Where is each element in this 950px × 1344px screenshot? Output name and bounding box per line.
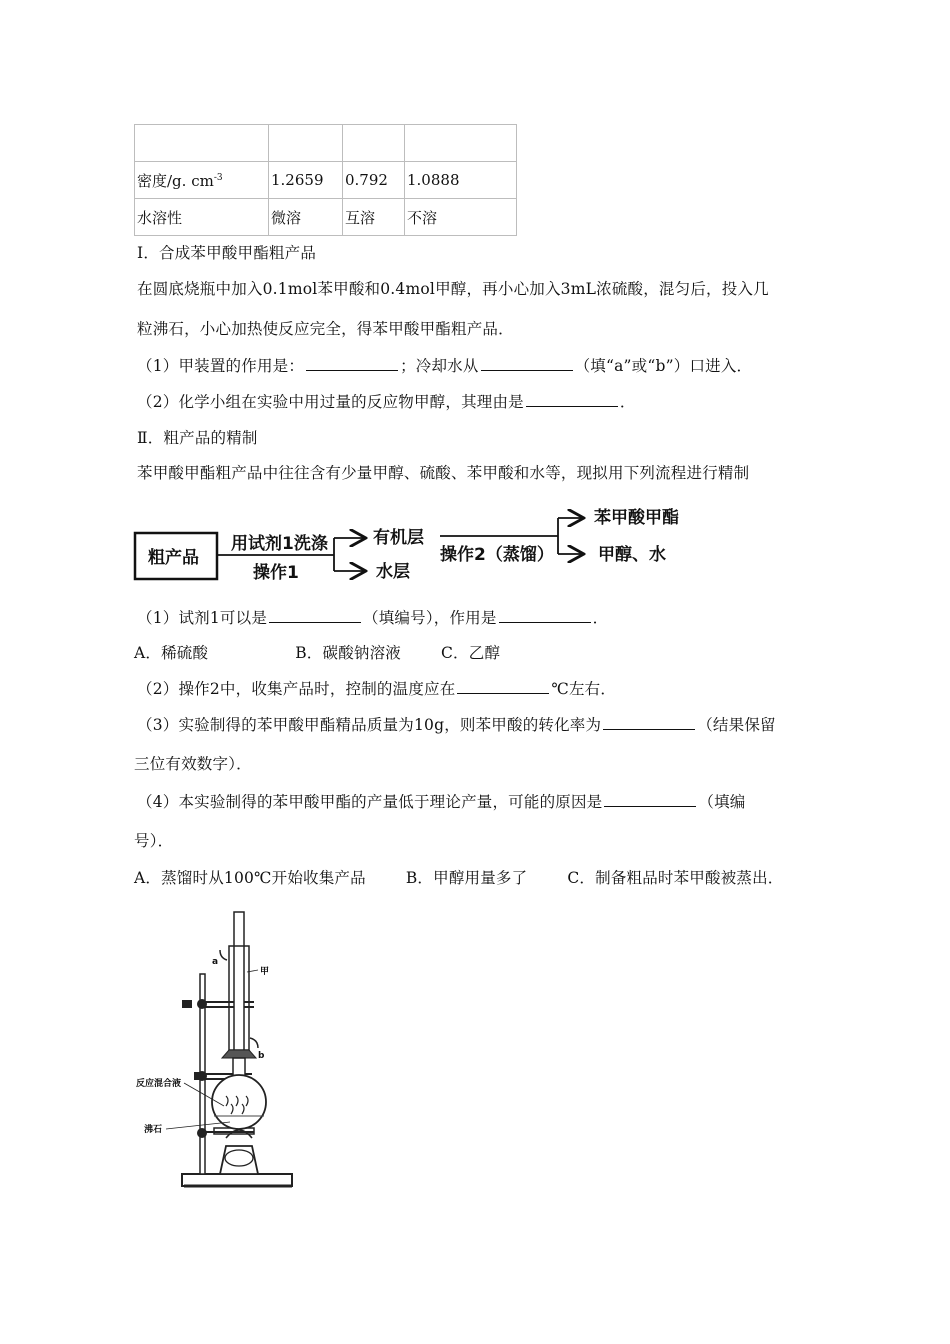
flow-organic-layer: 有机层 bbox=[373, 528, 424, 548]
table-row bbox=[135, 125, 517, 162]
label-reaction-mixture: 反应混合液 bbox=[136, 1079, 182, 1089]
q-text: （填编号），作用是 bbox=[363, 609, 497, 627]
flow-output-methanol-water: 甲醇、水 bbox=[598, 545, 666, 565]
section2-question2 bbox=[137, 677, 616, 699]
option-b: B．甲醇用量多了 bbox=[405, 869, 528, 887]
table-cell: 0.792 bbox=[343, 162, 405, 199]
flow-step1-top: 用试剂1洗涤 bbox=[231, 534, 328, 554]
q-text: ． bbox=[619, 393, 636, 411]
section2-question1 bbox=[137, 606, 608, 628]
section2-question4-line2: 号）． bbox=[134, 832, 174, 850]
section2-q4-options bbox=[134, 866, 784, 888]
q-text: ；冷却水从 bbox=[400, 357, 479, 375]
table-cell bbox=[269, 125, 343, 162]
table-cell bbox=[405, 125, 517, 162]
apparatus-diagram bbox=[134, 906, 294, 1192]
q-text: （1）试剂1可以是 bbox=[137, 609, 268, 627]
option-c: C．乙醇 bbox=[441, 644, 501, 662]
density-exponent: -3 bbox=[213, 172, 223, 183]
q-text: （填编 bbox=[698, 793, 746, 811]
section2-intro: 苯甲酸甲酯粗产品中往往含有少量甲醇、硫酸、苯甲酸和水等，现拟用下列流程进行精制 bbox=[137, 464, 750, 482]
q-text: （1）甲装置的作用是： bbox=[137, 357, 305, 375]
flow-step1-bottom: 操作1 bbox=[253, 563, 299, 583]
section2-question4 bbox=[137, 790, 745, 812]
clamp-ring bbox=[197, 1128, 254, 1138]
section2-question3-line2: 三位有效数字）． bbox=[134, 755, 252, 773]
flow-step2: 操作2（蒸馏） bbox=[440, 545, 554, 565]
table-cell: 水溶性 bbox=[135, 199, 269, 236]
answer-blank[interactable] bbox=[603, 728, 695, 730]
answer-blank[interactable] bbox=[457, 692, 549, 694]
answer-blank[interactable] bbox=[481, 369, 573, 371]
section1-heading: Ⅰ．合成苯甲酸甲酯粗产品 bbox=[137, 244, 317, 262]
table-cell: 1.2659 bbox=[269, 162, 343, 199]
table-cell: 1.0888 bbox=[405, 162, 517, 199]
property-table bbox=[134, 124, 517, 236]
table-row bbox=[135, 162, 517, 199]
density-label: 密度/g. cm bbox=[137, 171, 214, 190]
section1-para-line2: 粒沸石，小心加热使反应完全，得苯甲酸甲酯粗产品． bbox=[137, 320, 514, 338]
stopper bbox=[222, 1050, 256, 1058]
flow-water-layer: 水层 bbox=[376, 562, 410, 582]
q-text: （3）实验制得的苯甲酸甲酯精品质量为10g，则苯甲酸的转化率为 bbox=[137, 716, 602, 734]
option-b: B．碳酸钠溶液 bbox=[295, 644, 401, 662]
option-a: A．稀硫酸 bbox=[134, 644, 209, 662]
answer-blank[interactable] bbox=[306, 369, 398, 371]
section2-question3 bbox=[137, 713, 776, 735]
option-a: A．蒸馏时从100℃开始收集产品 bbox=[134, 869, 366, 887]
table-cell bbox=[135, 162, 269, 199]
answer-blank[interactable] bbox=[499, 621, 591, 623]
label-a: a bbox=[212, 957, 219, 967]
q-text: ． bbox=[592, 609, 609, 627]
section1-para-line1: 在圆底烧瓶中加入0.1mol苯甲酸和0.4mol甲醇，再小心加入3mL浓硫酸，混匀后，投入几 bbox=[137, 280, 769, 298]
section2-q1-options bbox=[134, 641, 500, 663]
option-c: C．制备粗品时苯甲酸被蒸出． bbox=[567, 869, 784, 887]
q-text: （4）本实验制得的苯甲酸甲酯的产量低于理论产量，可能的原因是 bbox=[137, 793, 603, 811]
table-cell: 互溶 bbox=[343, 199, 405, 236]
table-cell bbox=[343, 125, 405, 162]
label-boiling-stone: 沸石 bbox=[144, 1125, 163, 1135]
q-text: ℃左右． bbox=[551, 680, 617, 698]
answer-blank[interactable] bbox=[604, 805, 696, 807]
section2-heading: Ⅱ．粗产品的精制 bbox=[137, 429, 258, 447]
table-cell: 微溶 bbox=[269, 199, 343, 236]
inlet-a-tube bbox=[220, 950, 227, 960]
section1-question1 bbox=[137, 354, 752, 376]
round-bottom-flask bbox=[212, 1075, 266, 1129]
q-text: （2）化学小组在实验中用过量的反应物甲醇，其理由是 bbox=[137, 393, 524, 411]
q-text: （结果保留 bbox=[697, 716, 776, 734]
table-cell bbox=[135, 125, 269, 162]
label-jia: 甲 bbox=[260, 967, 270, 977]
label-b: b bbox=[258, 1051, 265, 1061]
section1-question2 bbox=[137, 390, 636, 412]
table-cell: 不溶 bbox=[405, 199, 517, 236]
answer-blank[interactable] bbox=[269, 621, 361, 623]
q-text: （填“a”或“b”）口进入． bbox=[574, 357, 753, 375]
condenser-inner-tube bbox=[234, 912, 244, 1052]
flow-start-label: 粗产品 bbox=[148, 548, 199, 568]
stand-base bbox=[182, 1174, 292, 1186]
inlet-b-tube bbox=[250, 1038, 258, 1048]
answer-blank[interactable] bbox=[526, 405, 618, 407]
table-row bbox=[135, 199, 517, 236]
q-text: （2）操作2中，收集产品时，控制的温度应在 bbox=[137, 680, 456, 698]
purification-flowchart bbox=[130, 496, 700, 592]
flow-output-ester: 苯甲酸甲酯 bbox=[594, 508, 679, 528]
